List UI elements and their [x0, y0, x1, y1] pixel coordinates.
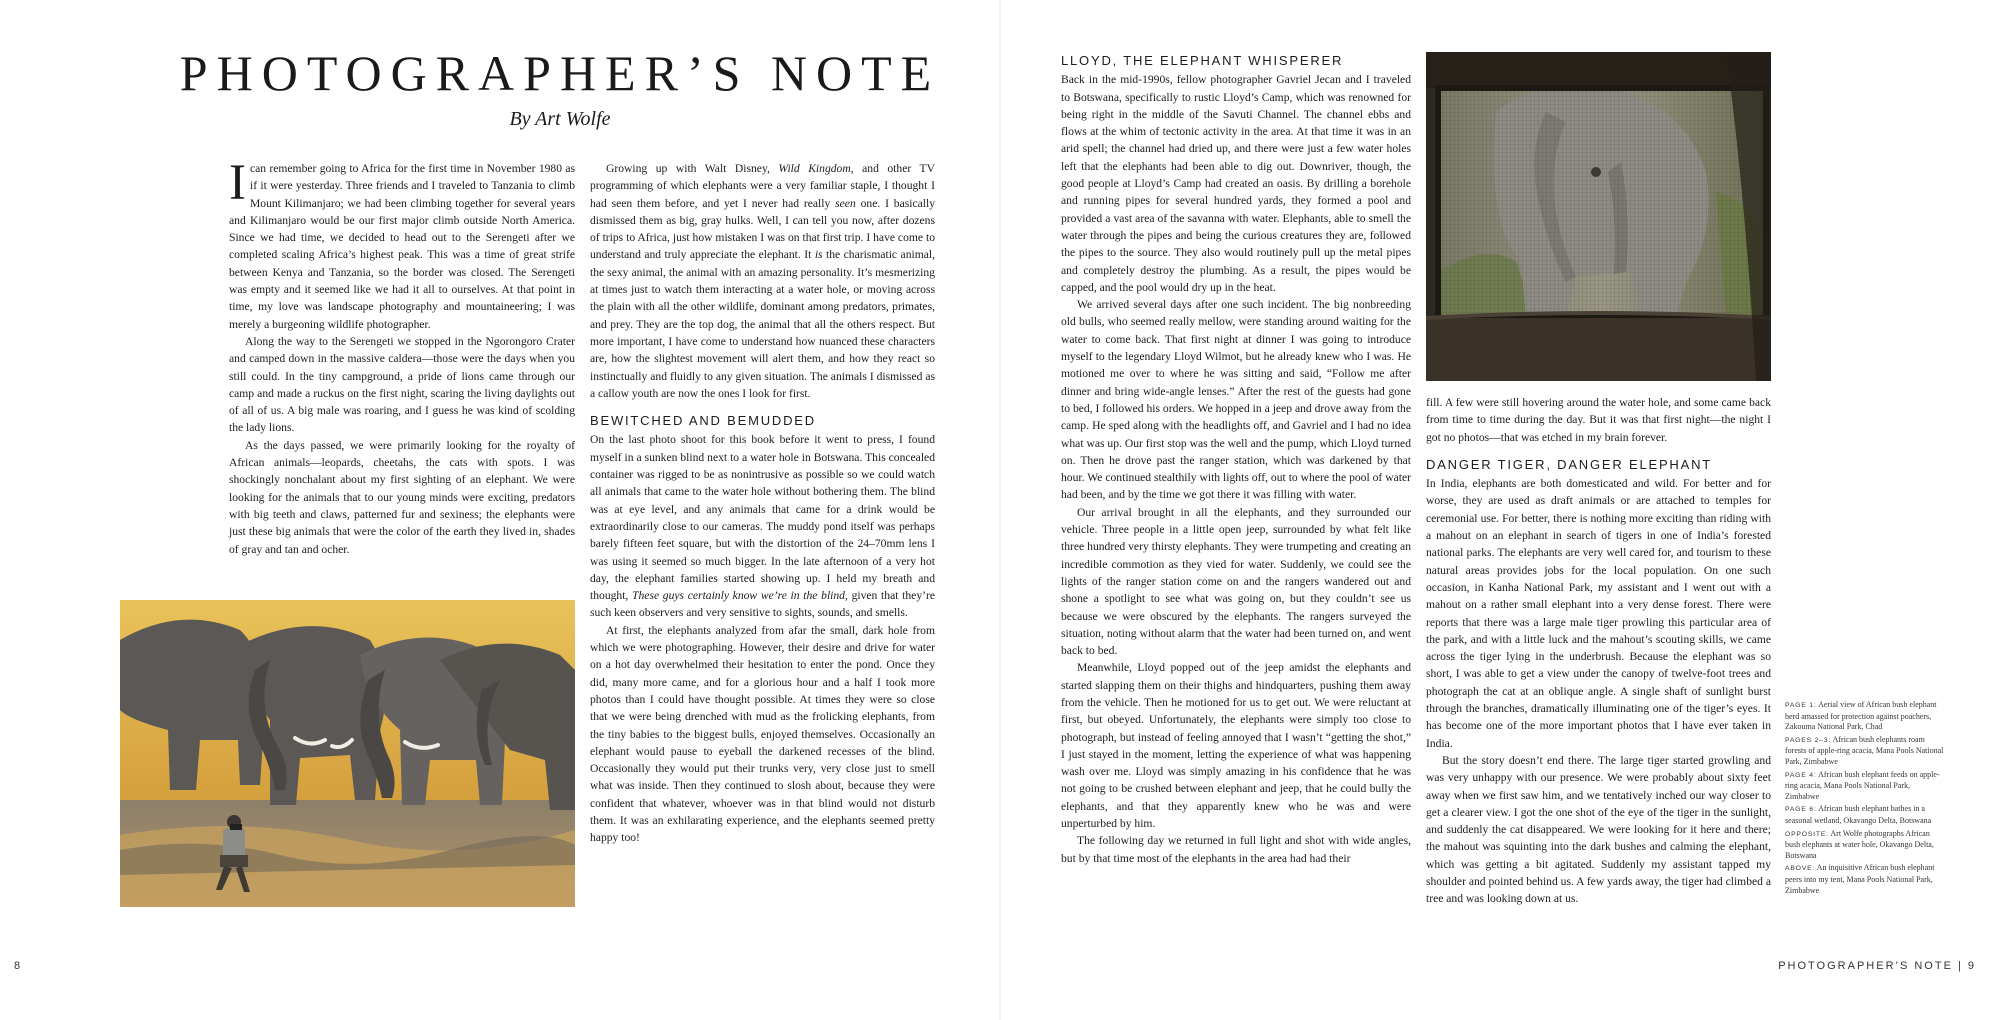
paragraph-first-elephants: At first, the elephants analyzed from afar the small, dark hole from which we were photographing. However, their desire and drive for water on a hot day overwhelmed their hesitation to enter the pond. Once they did, many more came, and for a glorious hour and a half I took more photos than I could have thought possible. At times they were so close that we were being drenched with mud as the frolicking elephants, from the tiny babies to the biggest bulls, enjoyed themselves. Occasionally an elephant would pause to eyeball the darkened recesses of the blind. Occasionally they would put their trunks very, very close just to smell what was inside. Then they continued to slosh about, because they were confident that whatever, whoever was in that blind would not disturb them. It was an exhilarating experience, and the elephants seemed pretty happy too! [590, 623, 935, 845]
paragraph-arrival: We arrived several days after one such incident. The big nonbreeding old bulls, who seemed really mellow, were standing around waiting for the water to come back. That first night at dinner I was going to introduce myself to the legendary Lloyd Wilmot, but he already knew who I was. He motioned me over to where he was sitting and said, “Follow me after dinner and bring wide-angle lenses.” After the rest of the guests had gone to bed, I followed his orders. We hopped in a jeep and drove away from the camp. He sped along with the headlights off, and Gavriel and I had no idea what was up. Our first stop was the well and the pump, which Lloyd turned on. Then he drove past the ranger station, which was darkened by that hour. We continued stealthily with lights off, out to where the pool of water had been, and by the time we got there it was filling with water. [1061, 298, 1411, 502]
paragraph-india: In India, elephants are both domesticated and wild. For better and for worse, they are used as draft animals or are attached to temples for ceremonial use. For better, there is nothing more exciting than riding with a mahout on an elephant in search of tigers in one of India’s forested national parks. The elephants are very well cared for, and tourism to these natural areas provides jobs for the local population. On one such occasion, in Kanha National Park, my assistant and I went out with a mahout on a rather small elephant into a very dense forest. There were reports that there was a large male tiger prowling this particular area of the park, and with a little luck and the mahout’s scouting skills, we came across the tiger lying in the underbrush. Because the elephant was so short, I was able to get a view under the canopy of twelve-foot trees and photograph the cat at an oblique angle. A single shaft of sunlight burst through the branches, dramatically illuminating one of the tiger’s eyes. It has become one of the more important photos that I have ever taken in India. [1426, 477, 1771, 750]
caption-item: PAGE 6: African bush elephant bathes in a seasonal wetland, Okavango Delta, Botswana [1785, 804, 1932, 825]
folio-right: PHOTOGRAPHER’S NOTE | 9 [1778, 960, 1976, 972]
paragraph-intro [229, 155, 575, 333]
elephant-tent-window-photo [1426, 52, 1771, 381]
drop-cap: I [229, 155, 246, 211]
caption-item: PAGES 2–3: African bush elephants roam forests of apple-ring acacia, Mana Pools National Park, Zimbabwe [1785, 734, 1944, 766]
section-heading-lloyd: LLOYD, THE ELEPHANT WHISPERER [1061, 53, 1344, 68]
byline: By Art Wolfe [509, 108, 611, 130]
caption-item: ABOVE: An inquisitive African bush elephant peers into my tent, Mana Pools National Park, Zimbabwe [1785, 863, 1935, 895]
caption-item: PAGE 4: African bush elephant feeds on apple-ring acacia, Mana Pools National Park, Zimbabwe [1785, 769, 1940, 801]
paragraph-disney: Growing up with Walt Disney, Wild Kingdom, and other TV programming of which elephants were a very familiar staple, I thought I had seen them before, and yet I never had really seen one. I basically dismissed them as big, gray hulks. Well, I can tell you now, after dozens of trips to Africa, just how mistaken I was on that first trip. I have come to understand and truly appreciate the elephant. It is the charismatic animal, the sexy animal, the animal with an amazing personality. It’s mesmerizing at times just to watch them interacting at a water hole, or moving across the plain with all the other wildlife, dominant among predators, primates, and prey. They are the top dog, the animal that all the others respect. But more important, I have come to understand how nuanced these characters are, how the slightest movement will alert them, and how they react so instinctually and fluidly to any given situation. The animals I dismissed as a callow youth are now the ones I look for first. [590, 162, 935, 400]
right-page [1000, 0, 2000, 1020]
caption-item: OPPOSITE: Art Wolfe photographs African bush elephants at water hole, Okavango Delta, Botswana [1785, 828, 1934, 860]
page-title: PHOTOGRAPHER’S NOTE [179, 45, 941, 101]
paragraph-story-continues: But the story doesn’t end there. The large tiger started growling and was very unhappy with our presence. We were probably about sixty feet away when we first saw him, and we tentatively inched our way closer to get a clearer view. I got the one shot of the eye of the tiger in the sunlight, and suddenly the cat disappeared. We were looking for it here and there; the mahout was squinting into the dark bushes and calming the elephant, which was getting a bit agitated. Suddenly my assistant tapped my shoulder and pointed behind us. A few yards away, the tiger had climbed a tree and was looking down at us. [1426, 753, 1771, 906]
caption-item: PAGE 1: Aerial view of African bush elephant herd amassed for protection against poachers, Zakouma National Park, Chad [1785, 700, 1937, 732]
paragraph-blind: On the last photo shoot for this book before it went to press, I found myself in a sunken blind next to a water hole in Botswana. This concealed container was rigged to be as nonintrusive as possible so we could watch all animals that came to the water hole without bothering them. The blind was at eye level, and any animals that came for a drink would be extraordinarily close to our cameras. The muddy pond itself was perhaps barely fifteen feet square, but with the distortion of the 24–70mm lens I was using it seemed so much bigger. In the late afternoon of a very hot day, the elephant families started showing up. I held my breath and thought, These guys certainly know we’re in the blind, given that they’re such keen observers and very sensitive to sights, sounds, and smells. [590, 433, 935, 620]
paragraph-intro-text: can remember going to Africa for the first time in November 1980 as if it were yesterday. Three friends and I traveled to Tanzania to climb Mount Kilimanjaro; we had been climbing together for several years and Kilimanjaro would be our first major climb outside North America. Since we had time, we decided to head out to the Serengeti after we completed scaling Africa’s highest peak. This was a time of great strife between Kenya and Tanzania, so the border was closed. The Serengeti was empty and it seemed like we had it all to ourselves. At that point in time, my love was landscape photography and mountaineering; I was merely a burgeoning wildlife photographer. [229, 162, 575, 331]
paragraph-lloyds-camp: Back in the mid-1990s, fellow photographer Gavriel Jecan and I traveled to Botswana, specifically to rustic Lloyd’s Camp, which was renowned for being right in the middle of the Savuti Channel. The channel ebbs and flows at the whim of tectonic activity in the area. At that time it was in an arid spell; the channel had dried up, and there were just a few water holes left that the elephants had been able to dig out. Downriver, though, the good people at Lloyd’s Camp had created an oasis. By drilling a borehole and running pipes for several hundred yards, they formed a pool and provided a vast area of the savanna with water. Elephants, able to smell the water through the pipes and being the curious creatures they are, followed the pipes to the source. They also would routinely pull up the metal pipes and completely destroy the plumbing. As a result, the pipes would be capped, and the pool would dry up in the heat. [1061, 73, 1411, 294]
paragraph-ngorongoro: Along the way to the Serengeti we stopped in the Ngorongoro Crater and camped down in the massive caldera—those were the days when you still could. In the tiny campground, a pride of lions came through our camp and made a ruckus on the first night, scaring the living daylights out of all of us. A big male was roaring, and I guess he was kind of scolding the lady lions. [229, 334, 575, 435]
folio-left: 8 [14, 960, 23, 972]
section-heading-bewitched: BEWITCHED AND BEMUDDED [590, 413, 816, 429]
photo-captions [1785, 700, 1945, 898]
text-column-2 [590, 160, 935, 847]
paragraph-following-day: The following day we returned in full light and shot with wide angles, but by that time most of the elephants in the area had had their [1061, 834, 1411, 865]
paragraph-commotion: Our arrival brought in all the elephants, and they surrounded our vehicle. Three people in a little open jeep, surrounded by what felt like three hundred very thirsty elephants. They were trumpeting and creating an incredible commotion as they vied for water. Suddenly, we could see the lights of the ranger station come on and the rangers wandered out and shone a spotlight to see what was going on, but they couldn’t see us because we were obscured by the elephants. The rangers surveyed the situation, noting without alarm that the water had been turned on, and went back to bed. [1061, 505, 1411, 658]
text-column-1 [229, 155, 575, 558]
paragraph-lloyd-confidence: Meanwhile, Lloyd popped out of the jeep amidst the elephants and started slapping them on their thighs and hindquarters, pushing them away from the vehicle. Then he motioned for us to get out. We were reluctant at first, but obeyed. Unfortunately, the elephants were simply too close to photograph, but instead of feeling annoyed that I wasn’t “getting the shot,” I just stayed in the moment, letting the experience of what was happening wash over me. Lloyd was simply amazing in his confidence that he was not going to be crushed between elephant and jeep, that he could bully the elephants, and that they apparently knew who he was and were unperturbed by him. [1061, 661, 1411, 831]
paragraph-etched: fill. A few were still hovering around the water hole, and some came back from time to time during the day. But it was that first night—the night I got no photos—that was etched in my brain forever. [1426, 396, 1771, 444]
paragraph-royalty: As the days passed, we were primarily looking for the royalty of African animals—leopards, cheetahs, the cats with spots. I was shockingly nonchalant about my first sighting of an elephant. We were looking for the animals that to our young minds were exciting, predators with big teeth and claws, patterned fur and sexiness; the elephants were just these big animals that were the color of the earth they lived in, shades of gray and tan and ocher. [229, 438, 575, 556]
text-column-4 [1426, 394, 1771, 908]
elephant-herd-photo [120, 600, 575, 907]
section-heading-danger-tiger: DANGER TIGER, DANGER ELEPHANT [1426, 456, 1713, 472]
text-column-3 [1061, 52, 1411, 867]
